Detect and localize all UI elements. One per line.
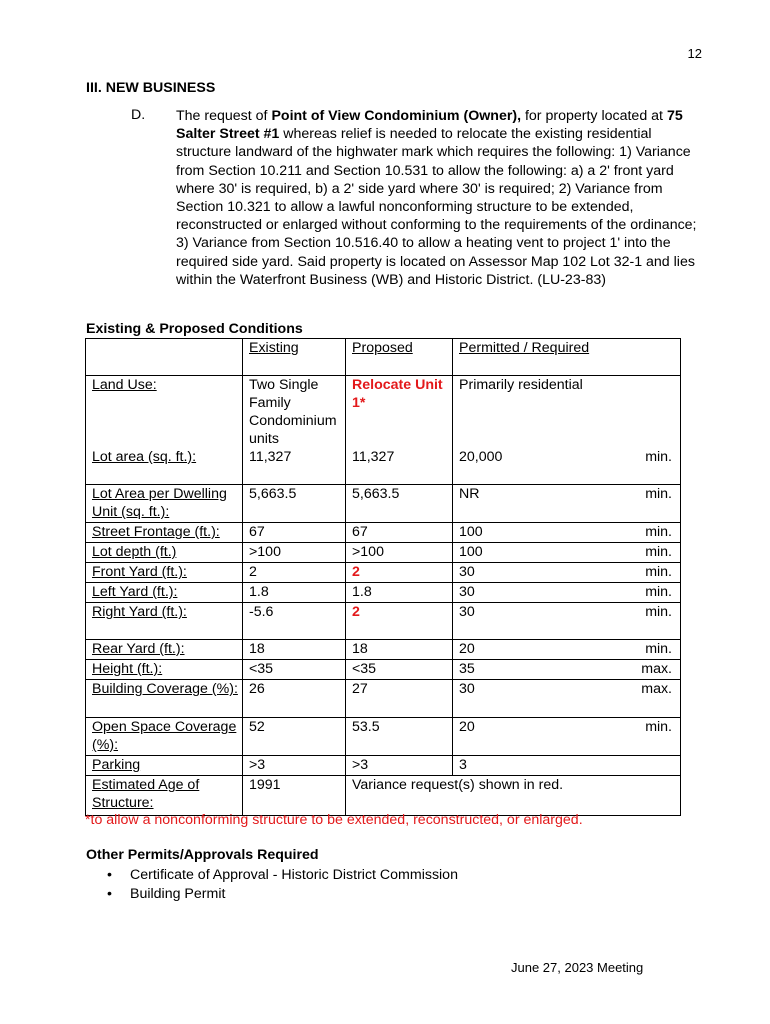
permitted-building-coverage: 30 max. [459, 681, 672, 697]
label-right-yard: Right Yard (ft.): [92, 604, 187, 620]
item-letter: D. [131, 107, 146, 123]
label-height: Height (ft.): [92, 661, 163, 677]
existing-front-yard: 2 [243, 563, 346, 583]
header-permitted: Permitted / Required [453, 339, 681, 376]
permitted-street-frontage: 100 min. [459, 524, 672, 540]
table-row-land-use-lot-area [86, 376, 681, 485]
footnote: *to allow a nonconforming structure to be extended, reconstructed, or enlarged. [85, 812, 583, 828]
table-row-rear-yard [86, 640, 681, 660]
permitted-parking: 3 [453, 756, 681, 776]
proposed-lot-area-dwelling: 5,663.5 [346, 485, 453, 523]
proposed-land-use: Relocate Unit 1* [352, 377, 443, 411]
proposed-building-coverage: 27 [346, 680, 453, 718]
header-blank [86, 339, 243, 376]
conditions-heading: Existing & Proposed Conditions [86, 321, 303, 337]
proposed-front-yard: 2 [346, 563, 453, 583]
permitted-lot-depth: 100 min. [459, 544, 672, 560]
label-parking: Parking [92, 757, 141, 773]
list-item: • Certificate of Approval - Historic District Commission [130, 866, 458, 885]
permits-list [86, 866, 458, 904]
table-row-parking [86, 756, 681, 776]
other-permits-heading: Other Permits/Approvals Required [86, 847, 319, 863]
permitted-height: 35 max. [459, 661, 672, 677]
existing-lot-area-dwelling: 5,663.5 [243, 485, 346, 523]
existing-lot-area: 11,327 [249, 449, 292, 465]
proposed-parking: >3 [346, 756, 453, 776]
existing-height: <35 [243, 660, 346, 680]
label-land-use: Land Use: [92, 377, 157, 393]
proposed-lot-depth: >100 [346, 543, 453, 563]
permitted-lot-area: 20,000 min. [459, 449, 672, 465]
existing-lot-depth: >100 [243, 543, 346, 563]
table-row-height [86, 660, 681, 680]
header-existing: Existing [243, 339, 346, 376]
permitted-rear-yard: 20 min. [459, 641, 672, 657]
proposed-open-space: 53.5 [346, 718, 453, 756]
label-left-yard: Left Yard (ft.): [92, 584, 178, 600]
label-building-coverage: Building Coverage (%): [92, 681, 238, 697]
label-age: Estimated Age of Structure: [92, 777, 200, 811]
variance-note: Variance request(s) shown in red. [346, 776, 681, 816]
meeting-date-footer: June 27, 2023 Meeting [511, 960, 644, 975]
existing-street-frontage: 67 [243, 523, 346, 543]
table-row-right-yard [86, 603, 681, 640]
existing-age: 1991 [243, 776, 346, 816]
existing-left-yard: 1.8 [243, 583, 346, 603]
table-row-age [86, 776, 681, 816]
proposed-lot-area: 11,327 [352, 449, 395, 465]
label-rear-yard: Rear Yard (ft.): [92, 641, 185, 657]
table-row-lot-area-dwelling [86, 485, 681, 523]
item-text-3: whereas relief is needed to relocate the existing residential structure landward of the highwater mark which requires the following: 1) Variance from Section 10.211 and Section 10.531 to allow the following: a) a 2' front yard where 30' is required, b) a 2' side yard where 30' is required; 2) Variance from Section 10.321 to allow a lawful nonconforming structure to be extended, reconstructed or enlarged without conforming to the requirements of the ordinance; 3) Variance from Section 10.516.40 to allow a heating vent to project 1' into the required side yard. Said property is located on Assessor Map 102 Lot 32-1 and lies within the Waterfront Business (WB) and Historic District. (LU-23-83) [176, 126, 697, 288]
header-proposed: Proposed [346, 339, 453, 376]
table-row-open-space [86, 718, 681, 756]
label-lot-area: Lot area (sq. ft.): [92, 449, 197, 465]
owner-name: Point of View Condominium (Owner), [271, 108, 522, 124]
permitted-open-space: 20 min. [459, 719, 672, 735]
page-number: 12 [687, 46, 702, 61]
property-address: 75 Salter Street #1 [176, 108, 683, 143]
table-row-left-yard [86, 583, 681, 603]
item-text-2: for property located at [521, 108, 667, 124]
proposed-height: <35 [346, 660, 453, 680]
label-lot-depth: Lot depth (ft.) [92, 544, 177, 560]
permitted-land-use: Primarily residential [459, 377, 583, 393]
list-item: • Building Permit [130, 885, 458, 904]
proposed-street-frontage: 67 [346, 523, 453, 543]
table-row-front-yard [86, 563, 681, 583]
proposed-right-yard: 2 [346, 603, 453, 640]
existing-rear-yard: 18 [243, 640, 346, 660]
existing-open-space: 52 [243, 718, 346, 756]
conditions-table [85, 338, 681, 816]
permitted-left-yard: 30 min. [459, 584, 672, 600]
table-header-row [86, 339, 681, 376]
proposed-rear-yard: 18 [346, 640, 453, 660]
permitted-lot-area-dwelling: NR min. [459, 486, 672, 502]
existing-parking: >3 [243, 756, 346, 776]
table-row-lot-depth [86, 543, 681, 563]
proposed-left-yard: 1.8 [346, 583, 453, 603]
existing-right-yard: -5.6 [243, 603, 346, 640]
section-title: III. NEW BUSINESS [86, 80, 216, 96]
item-description [176, 107, 706, 289]
table-row-street-frontage [86, 523, 681, 543]
label-street-frontage: Street Frontage (ft.): [92, 524, 220, 540]
label-open-space: Open Space Coverage (%): [92, 719, 237, 753]
label-front-yard: Front Yard (ft.): [92, 564, 187, 580]
label-lot-area-dwelling: Lot Area per Dwelling Unit (sq. ft.): [92, 486, 227, 520]
existing-building-coverage: 26 [243, 680, 346, 718]
permitted-right-yard: 30 min. [459, 604, 672, 620]
table-row-building-coverage [86, 680, 681, 718]
item-text-1: The request of [176, 108, 272, 124]
existing-land-use: Two Single Family Condominium units [249, 377, 337, 447]
permitted-front-yard: 30 min. [459, 564, 672, 580]
